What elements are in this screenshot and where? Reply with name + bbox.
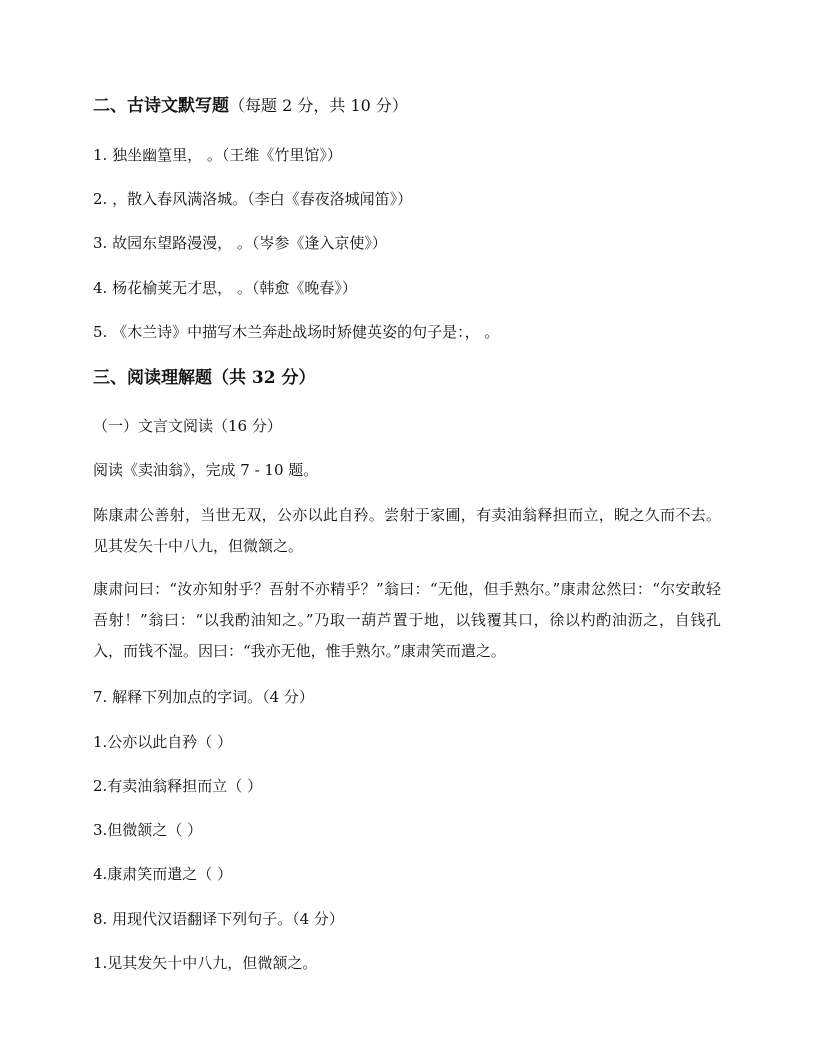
section-3-heading: 三、阅读理解题（共 32 分）: [93, 368, 316, 388]
question-3: 3. 故园东望路漫漫， 。（岑参《逢入京使》）: [93, 234, 387, 252]
question-4: 4. 杨花榆荚无才思， 。（韩愈《晚春》）: [93, 279, 357, 297]
question-5: 5. 《木兰诗》中描写木兰奔赴战场时矫健英姿的句子是：， 。: [93, 323, 500, 341]
section-2-title: 二、古诗文默写题: [93, 96, 229, 116]
passage-paragraph-2: 康肃问曰：“汝亦知射乎？吾射不亦精乎？”翁曰：“无他，但手熟尔。”康肃忿然曰：“尔安敢轻吾射！”翁曰：“以我酌油知之。”乃取一葫芦置于地，以钱覆其口，徐以杓酌油沥之，自钱孔入，而钱不湿。因曰：“我亦无他，惟手熟尔。”康肃笑而遣之。: [93, 580, 721, 660]
subsection-classical-reading: （一）文言文阅读（16 分）: [93, 417, 282, 435]
question-7-item-3: 3.但微颔之（ ）: [93, 821, 203, 839]
question-2: 2. ，散入春风满洛城。（李白《春夜洛城闻笛》）: [93, 190, 413, 208]
question-8-item-1: 1.见其发矢十中八九，但微颔之。: [93, 954, 318, 972]
question-7-item-4: 4.康肃笑而遣之（ ）: [93, 865, 233, 883]
section-2-score-note: （每题 2 分，共 10 分）: [229, 96, 408, 115]
passage-paragraph-1: 陈康肃公善射，当世无双，公亦以此自矜。尝射于家圃，有卖油翁释担而立，睨之久而不去。见其发矢十中八九，但微颔之。: [93, 506, 721, 555]
question-7-item-1: 1.公亦以此自矜（ ）: [93, 733, 233, 751]
question-7-item-2: 2.有卖油翁释担而立（ ）: [93, 777, 263, 795]
section-2-heading: [93, 96, 733, 116]
question-8-prompt: 8. 用现代汉语翻译下列句子。（4 分）: [93, 910, 344, 928]
reading-instruction: 阅读《卖油翁》，完成 7 - 10 题。: [93, 461, 319, 479]
question-1: 1. 独坐幽篁里， 。（王维《竹里馆》）: [93, 146, 342, 164]
question-7-prompt: 7. 解释下列加点的字词。（4 分）: [93, 688, 314, 706]
